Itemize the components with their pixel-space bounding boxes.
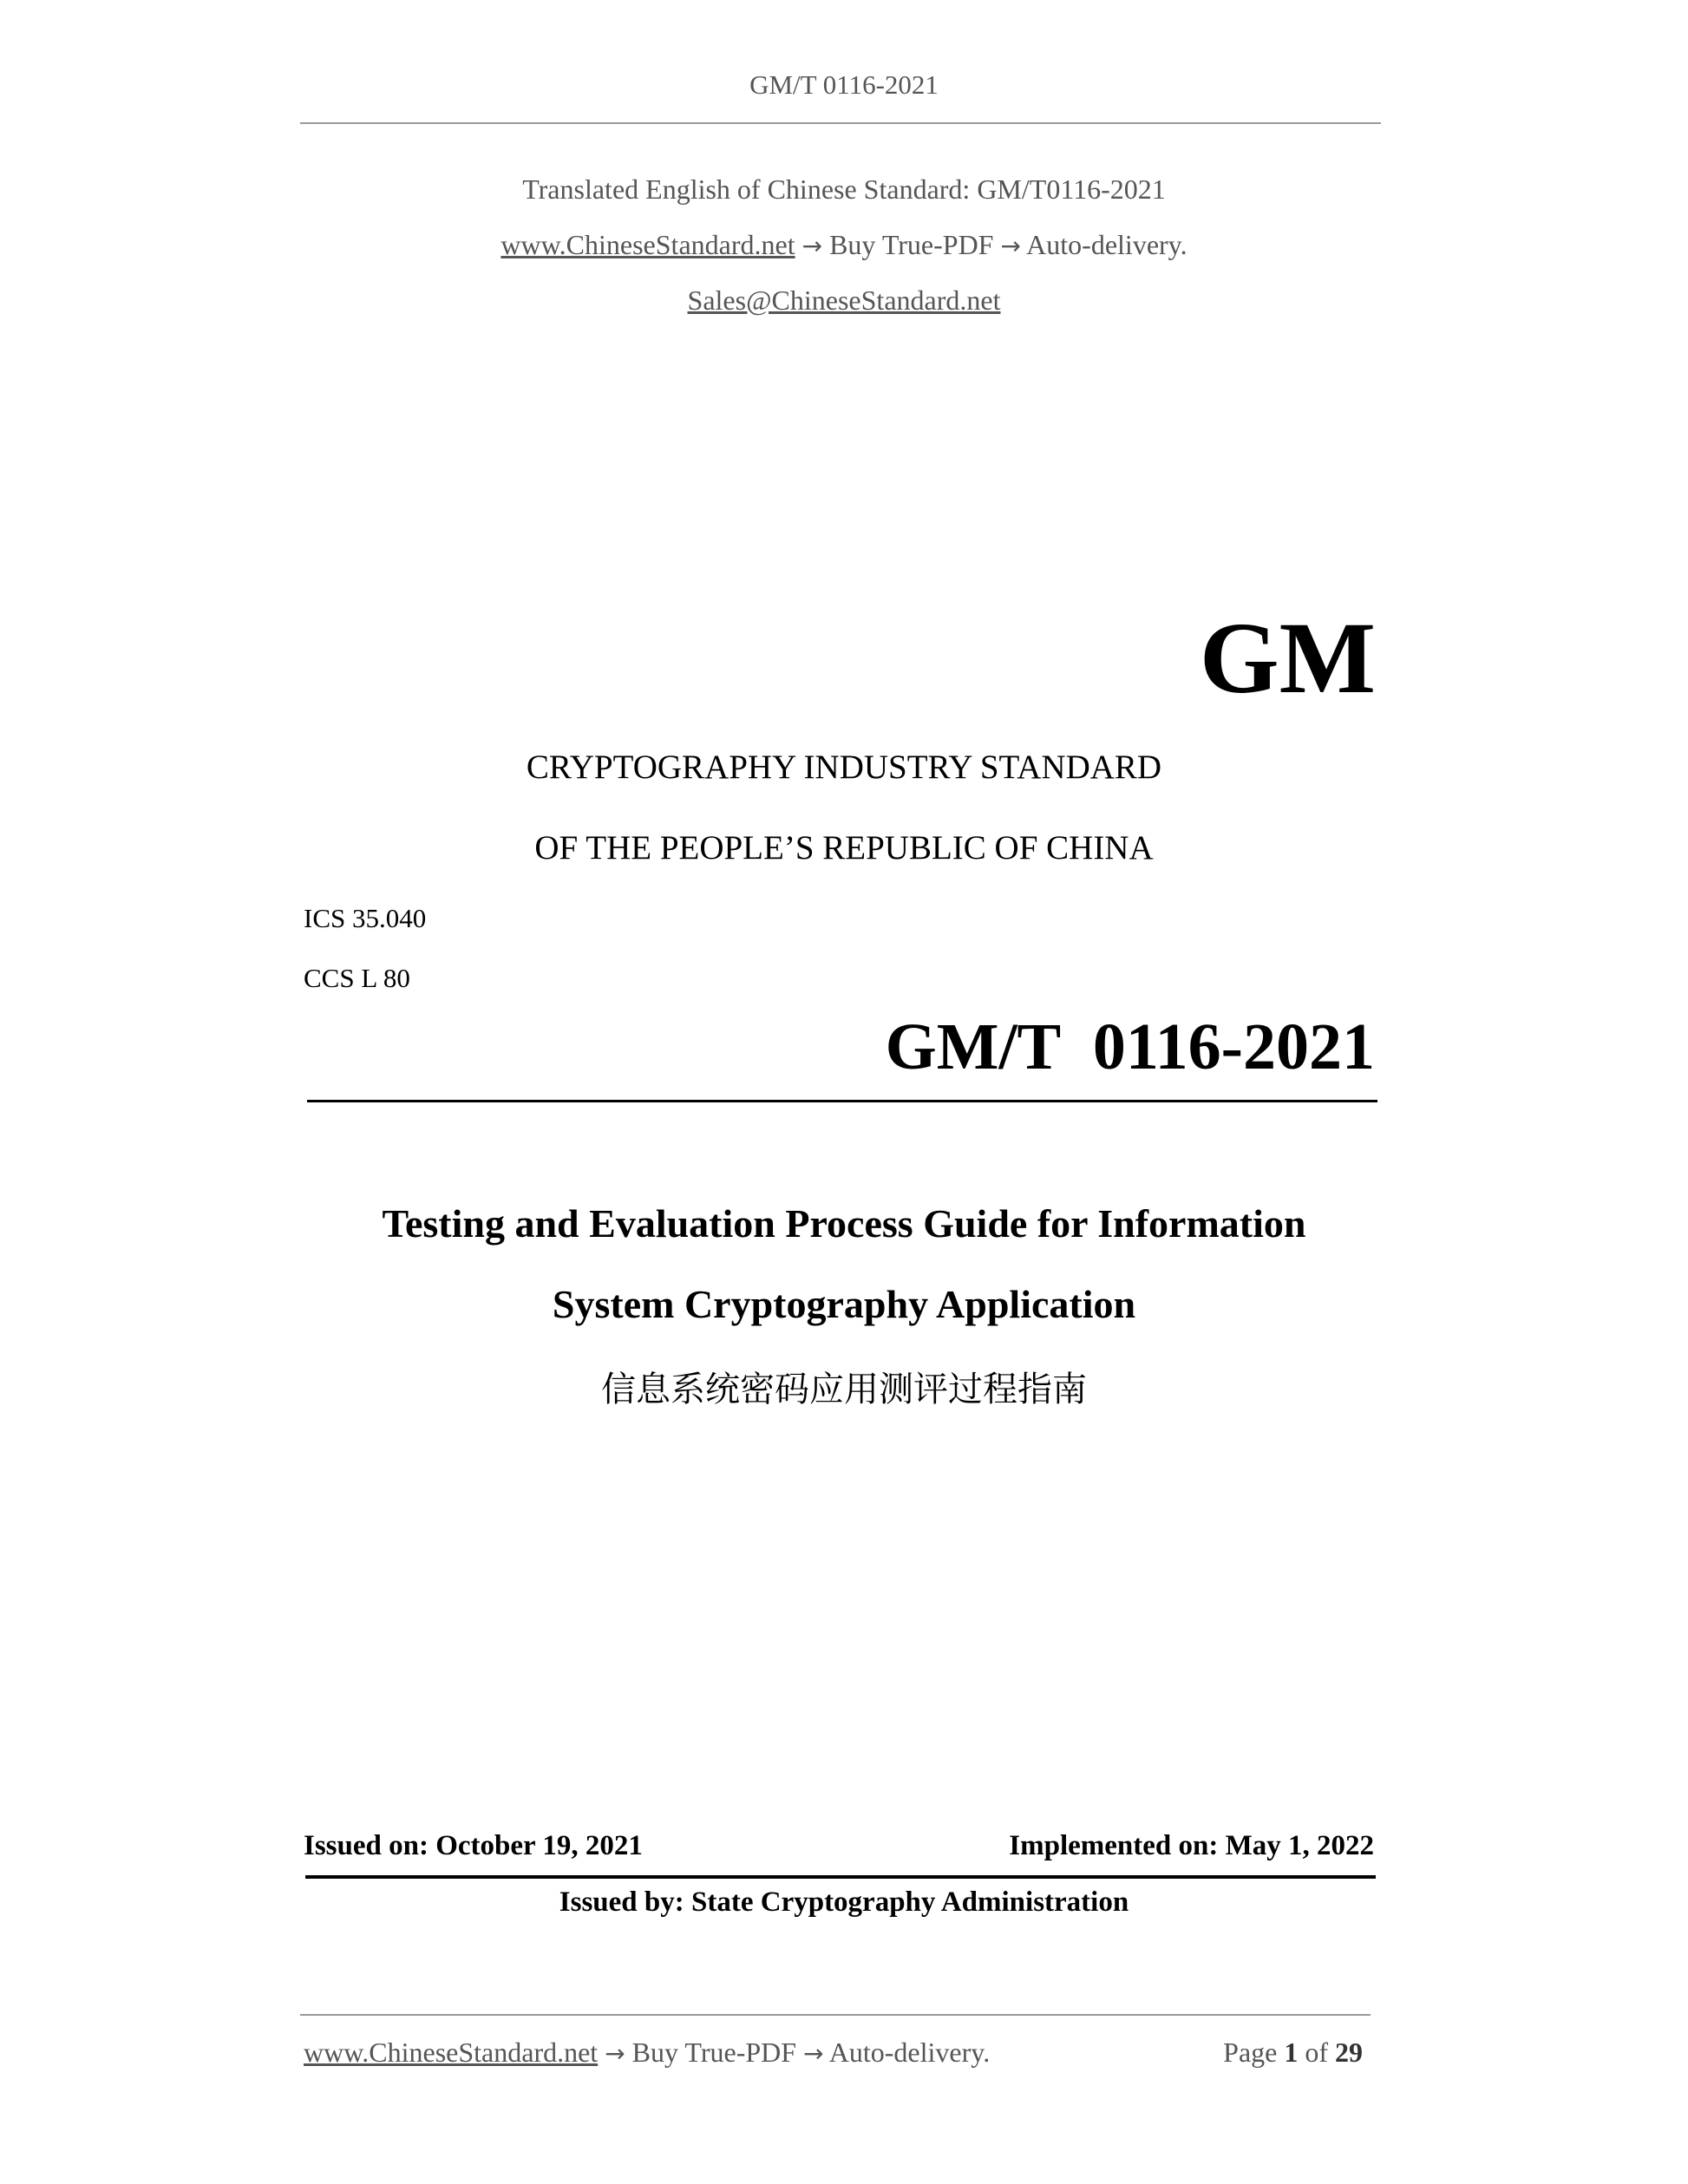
buy-label: Buy True-PDF xyxy=(829,229,994,260)
promo-buy-line xyxy=(0,229,1688,261)
standard-code: GM/T 0116-2021 xyxy=(885,1010,1375,1083)
footer-promo xyxy=(304,2037,990,2069)
header-divider xyxy=(300,122,1381,124)
issue-divider xyxy=(305,1875,1376,1879)
issued-on-date: Issued on: October 19, 2021 xyxy=(304,1830,643,1861)
ics-code: ICS 35.040 xyxy=(304,903,427,933)
arrow-right-icon: → xyxy=(1000,232,1021,260)
arrow-right-icon: → xyxy=(803,2039,824,2068)
arrow-right-icon: → xyxy=(801,232,823,260)
document-title-chinese: 信息系统密码应用测评过程指南 xyxy=(601,1370,1087,1409)
sales-email-link[interactable]: Sales@ChineseStandard.net xyxy=(687,284,1001,316)
page-indicator xyxy=(1223,2037,1363,2069)
footer-buy-label: Buy True-PDF xyxy=(631,2037,797,2068)
standard-type-line-2: OF THE PEOPLE’S REPUBLIC OF CHINA xyxy=(534,829,1154,866)
page-label: Page xyxy=(1223,2037,1278,2068)
footer-divider xyxy=(300,2014,1371,2016)
arrow-right-icon: → xyxy=(605,2039,625,2068)
promo-email-line xyxy=(0,284,1688,317)
ccs-code: CCS L 80 xyxy=(304,963,410,993)
footer-site-link[interactable]: www.ChineseStandard.net xyxy=(304,2037,599,2068)
running-header-code: GM/T 0116-2021 xyxy=(749,69,939,100)
footer-delivery-label: Auto-delivery. xyxy=(828,2037,991,2068)
delivery-label: Auto-delivery. xyxy=(1026,229,1187,260)
issued-by: Issued by: State Cryptography Administration xyxy=(559,1886,1129,1918)
implemented-on-date: Implemented on: May 1, 2022 xyxy=(1009,1830,1374,1861)
document-title-line-1: Testing and Evaluation Process Guide for Information xyxy=(382,1201,1306,1246)
site-link[interactable]: www.ChineseStandard.net xyxy=(501,229,795,260)
promo-translation-line: Translated English of Chinese Standard: GM/T0116-2021 xyxy=(522,173,1166,205)
of-label: of xyxy=(1305,2037,1328,2068)
page-total: 29 xyxy=(1335,2037,1363,2068)
standard-type-line-1: CRYPTOGRAPHY INDUSTRY STANDARD xyxy=(526,749,1162,786)
document-title-line-2: System Cryptography Application xyxy=(552,1282,1136,1326)
gm-logo: GM xyxy=(1199,601,1376,715)
code-divider xyxy=(307,1100,1377,1102)
page-number: 1 xyxy=(1284,2037,1299,2068)
